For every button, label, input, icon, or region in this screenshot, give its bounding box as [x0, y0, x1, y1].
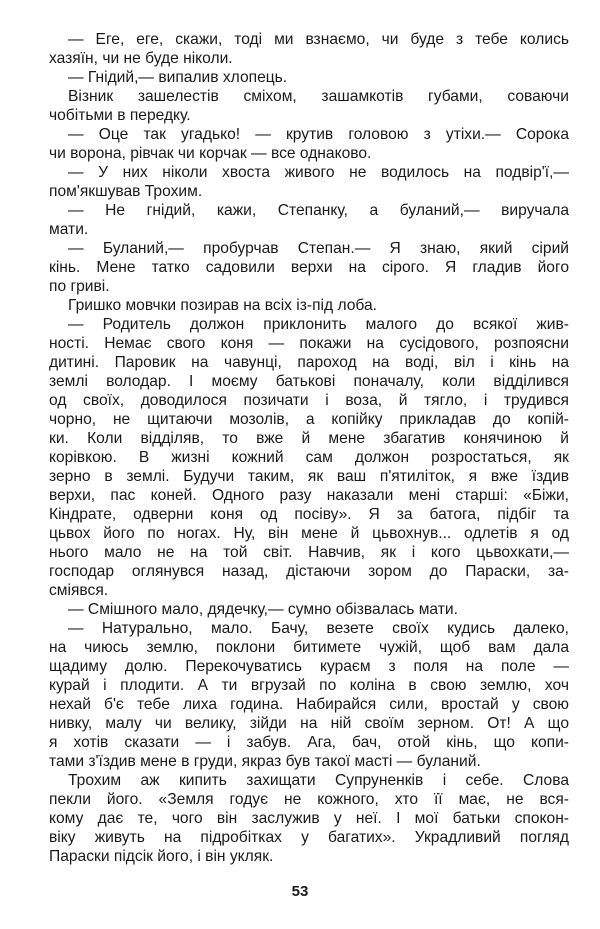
text-line: — Оце так угадько! — крутив головою з утіхи.— Сорока	[68, 126, 569, 143]
text-line: я хотів сказати — і забув. Ага, бач, отой кінь, що копи-	[49, 734, 569, 751]
text-line: по гриві.	[49, 278, 110, 295]
text-line: кому дає те, чого він заслужив у неї. І мої батьки спокон-	[49, 810, 569, 827]
text-line: щадиму долю. Перекочуватись кураєм з поля на поле —	[49, 658, 569, 675]
text-line: од своїх, доводилося позичати і воза, й тягло, і трудився	[49, 392, 569, 409]
text-line: Гришко мовчки позирав на всіх із-під лоба.	[68, 297, 377, 314]
paragraph	[49, 296, 569, 315]
paragraph	[49, 30, 569, 68]
text-line: — Родитель должон приклонить малого до всякої жив-	[68, 316, 569, 333]
text-line: Візник зашелестів сміхом, зашамкотів губами, соваючи	[68, 88, 569, 105]
text-line: нього мало не на той світ. Навчив, як і кого цьвохкати,—	[49, 544, 569, 561]
text-line: дитині. Паровик на чавунці, пароход на воді, віл і кінь на	[49, 354, 569, 371]
text-line: курай і плодити. А ти вгрузай по коліна в свою землю, хоч	[49, 677, 569, 694]
page-body-text	[49, 30, 569, 866]
text-line: зерно в землі. Будучи таким, як ваш п'ятиліток, я вже їздив	[49, 468, 569, 485]
text-line: — Буланий,— пробурчав Степан.— Я знаю, який сірий	[68, 240, 569, 257]
text-line: віку живуть на підробітках у багатих». Украдливий погляд	[49, 829, 569, 846]
text-line: чобітьми в передку.	[49, 107, 191, 124]
text-line: Трохим аж кипить захищати Супруненків і себе. Слова	[68, 772, 569, 789]
paragraph	[49, 239, 569, 296]
paragraph	[49, 125, 569, 163]
text-line: — У них ніколи хвоста живого не водилось на подвір'ї,—	[68, 164, 569, 181]
text-line: — Натурально, мало. Бачу, везете своїх кудись далеко,	[68, 620, 569, 637]
text-line: кінь. Мене татко садовили верхи на сірого. Я гладив його	[49, 259, 569, 276]
paragraph	[49, 201, 569, 239]
paragraph	[49, 68, 569, 87]
text-line: землі володар. І моєму батькові поначалу, коли відділився	[49, 373, 569, 390]
paragraph	[49, 163, 569, 201]
text-line: корівкою. В жизні кожний сам должон розростаться, як	[49, 449, 569, 466]
text-line: тами з'їздив мене в груди, якраз був такої масті — буланий.	[49, 753, 481, 770]
text-line: — Гнідий,— випалив хлопець.	[68, 69, 288, 86]
text-line: ності. Немає свого коня — покажи на сусідового, розпоясни	[49, 335, 569, 352]
text-line: чорно, не щитаючи мозолів, а копійку прикладав до копій-	[49, 411, 569, 428]
text-line: сміявся.	[49, 582, 109, 599]
text-line: мати.	[49, 221, 89, 238]
page-number: 53	[291, 883, 309, 900]
text-line: чи ворона, рівчак чи корчак — все однаково.	[49, 145, 372, 162]
text-line: цьвох його по ногах. Ну, він мене й цьвохнув... одлетів я од	[49, 525, 569, 542]
text-line: Параски підсік його, і він укляк.	[49, 848, 274, 865]
paragraph	[49, 619, 569, 771]
text-line: пекли його. «Земля годує не кожного, хто її має, не вся-	[49, 791, 569, 808]
text-line: — Смішного мало, дядечку,— сумно обізвалась мати.	[68, 601, 458, 618]
text-line: ки. Коли відділяв, то вже й мене збагатив конячиною й	[49, 430, 569, 447]
text-line: нехай б'є тебе лиха година. Набирайся сили, вростай у свою	[49, 696, 569, 713]
text-line: — Не гнідий, кажи, Степанку, а буланий,— виручала	[68, 202, 569, 219]
text-line: верхи, пас коней. Одного разу наказали мені старші: «Біжи,	[49, 487, 569, 504]
text-line: пом'якшував Трохим.	[49, 183, 203, 200]
text-line: Кіндрате, одверни коня од посіву». Я за батога, підбіг та	[49, 506, 569, 523]
paragraph	[49, 87, 569, 125]
text-line: хазяїн, чи не буде ніколи.	[49, 50, 233, 67]
paragraph	[49, 315, 569, 600]
text-line: нивку, малу чи велику, зійди на ній своїм зерном. От! А що	[49, 715, 569, 732]
paragraph	[49, 771, 569, 866]
text-line: — Еге, еге, скажи, тоді ми взнаємо, чи буде з тебе колись	[68, 31, 569, 48]
text-line: на чиюсь землю, поклони битимете чужій, щоб вам дала	[49, 639, 569, 656]
text-line: господар оглянувся назад, дістаючи зором до Параски, за-	[49, 563, 569, 580]
paragraph	[49, 600, 569, 619]
